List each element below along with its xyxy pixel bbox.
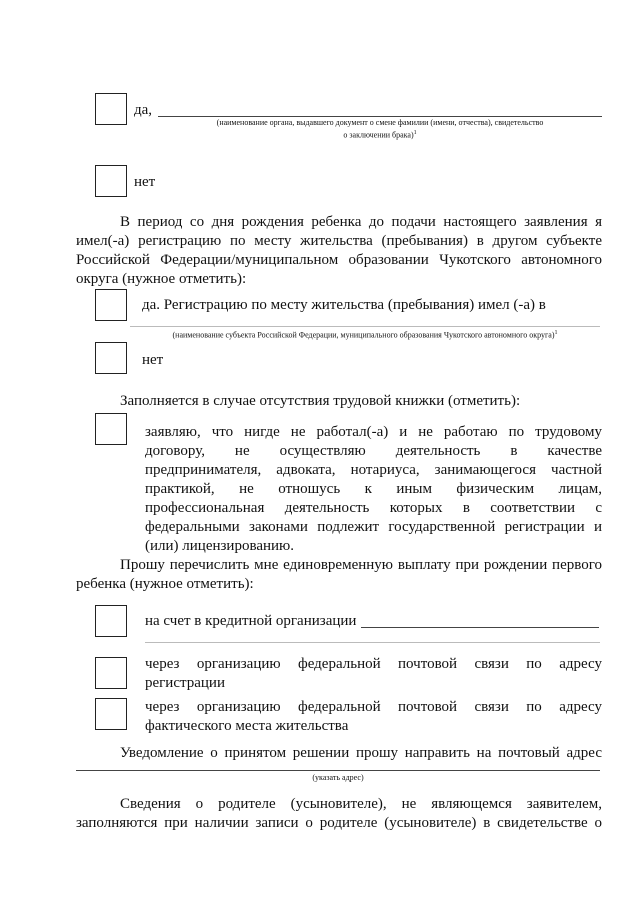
employment-statement-line: практикой, не отношусь к иным физическим лицам, — [145, 481, 602, 497]
registration-yes-label: да. Регистрацию по месту жительства (пребывания) имел (-а) в — [142, 297, 546, 313]
registration-region-line[interactable] — [130, 326, 600, 327]
surname-change-hint-line1: (наименование органа, выдавшего документ о смене фамилии (имени, отчества), свидетельство — [216, 118, 544, 127]
registration-no-label: нет — [142, 352, 164, 368]
employment-statement-line: федеральными законами подлежит государственной регистрации и — [145, 519, 602, 535]
payment-post-registration-line2: регистрации — [145, 675, 225, 691]
employment-intro: Заполняется в случае отсутствия трудовой книжки (отметить): — [120, 393, 521, 409]
surname-change-no-checkbox[interactable] — [95, 165, 127, 197]
surname-change-hint-line2: о заключении брака)$^1$ — [343, 130, 417, 140]
employment-statement-line: договору, не осуществляю деятельность в качестве — [145, 443, 602, 459]
payment-post-actual-line2: фактического места жительства — [145, 718, 349, 734]
payment-bank-account-line[interactable] — [361, 627, 599, 628]
payment-bank-extra-line[interactable] — [145, 642, 600, 643]
employment-statement-line: заявляю, что нигде не работал(-а) и не работаю по трудовому — [145, 424, 602, 440]
payment-post-actual-checkbox[interactable] — [95, 698, 127, 730]
employment-statement-line: профессиональная деятельность которых в соответствии с — [145, 500, 602, 516]
registration-yes-hint: (наименование субъекта Российской Федерации, муниципального образования Чукотского автономного округа)$^1$ — [172, 330, 558, 340]
notification-address-line[interactable] — [76, 770, 600, 771]
registration-question-line3: Российской Федерации/муниципальном образовании Чукотского автономного — [76, 252, 602, 268]
surname-change-no-label: нет — [134, 174, 156, 190]
employment-statement-checkbox[interactable] — [95, 413, 127, 445]
registration-no-checkbox[interactable] — [95, 342, 127, 374]
registration-question-line2: имел(-а) регистрацию по месту жительства (пребывания) в другом субъекте — [76, 233, 602, 249]
payment-intro-line1: Прошу перечислить мне единовременную выплату при рождении первого — [120, 557, 602, 573]
parent-info-line2: заполняются при наличии записи о родителе (усыновителе) в свидетельстве о — [76, 815, 602, 831]
employment-statement-line: (или) лицензированию. — [145, 538, 295, 554]
registration-question-line4: округа (нужное отметить): — [76, 271, 247, 287]
payment-intro-line2: ребенка (нужное отметить): — [76, 576, 254, 592]
surname-change-yes-label: да, — [134, 102, 153, 118]
registration-question-line1: В период со дня рождения ребенка до подачи настоящего заявления я — [120, 214, 602, 230]
surname-change-yes-checkbox[interactable] — [95, 93, 127, 125]
employment-statement — [145, 423, 602, 556]
payment-post-registration-line1: через организацию федеральной почтовой связи по адресу — [145, 656, 602, 672]
employment-statement-line: предпринимателя, адвоката, нотариуса, занимающегося частной — [145, 462, 602, 478]
notification-hint: (указать адрес) — [312, 773, 364, 782]
payment-bank-label: на счет в кредитной организации — [145, 613, 357, 629]
payment-post-registration-checkbox[interactable] — [95, 657, 127, 689]
parent-info-line1: Сведения о родителе (усыновителе), не являющемся заявителем, — [120, 796, 602, 812]
payment-bank-checkbox[interactable] — [95, 605, 127, 637]
surname-change-organ-line[interactable] — [158, 116, 602, 117]
payment-post-actual-line1: через организацию федеральной почтовой связи по адресу — [145, 699, 602, 715]
notification-text: Уведомление о принятом решении прошу направить на почтовый адрес — [120, 745, 602, 761]
registration-yes-checkbox[interactable] — [95, 289, 127, 321]
